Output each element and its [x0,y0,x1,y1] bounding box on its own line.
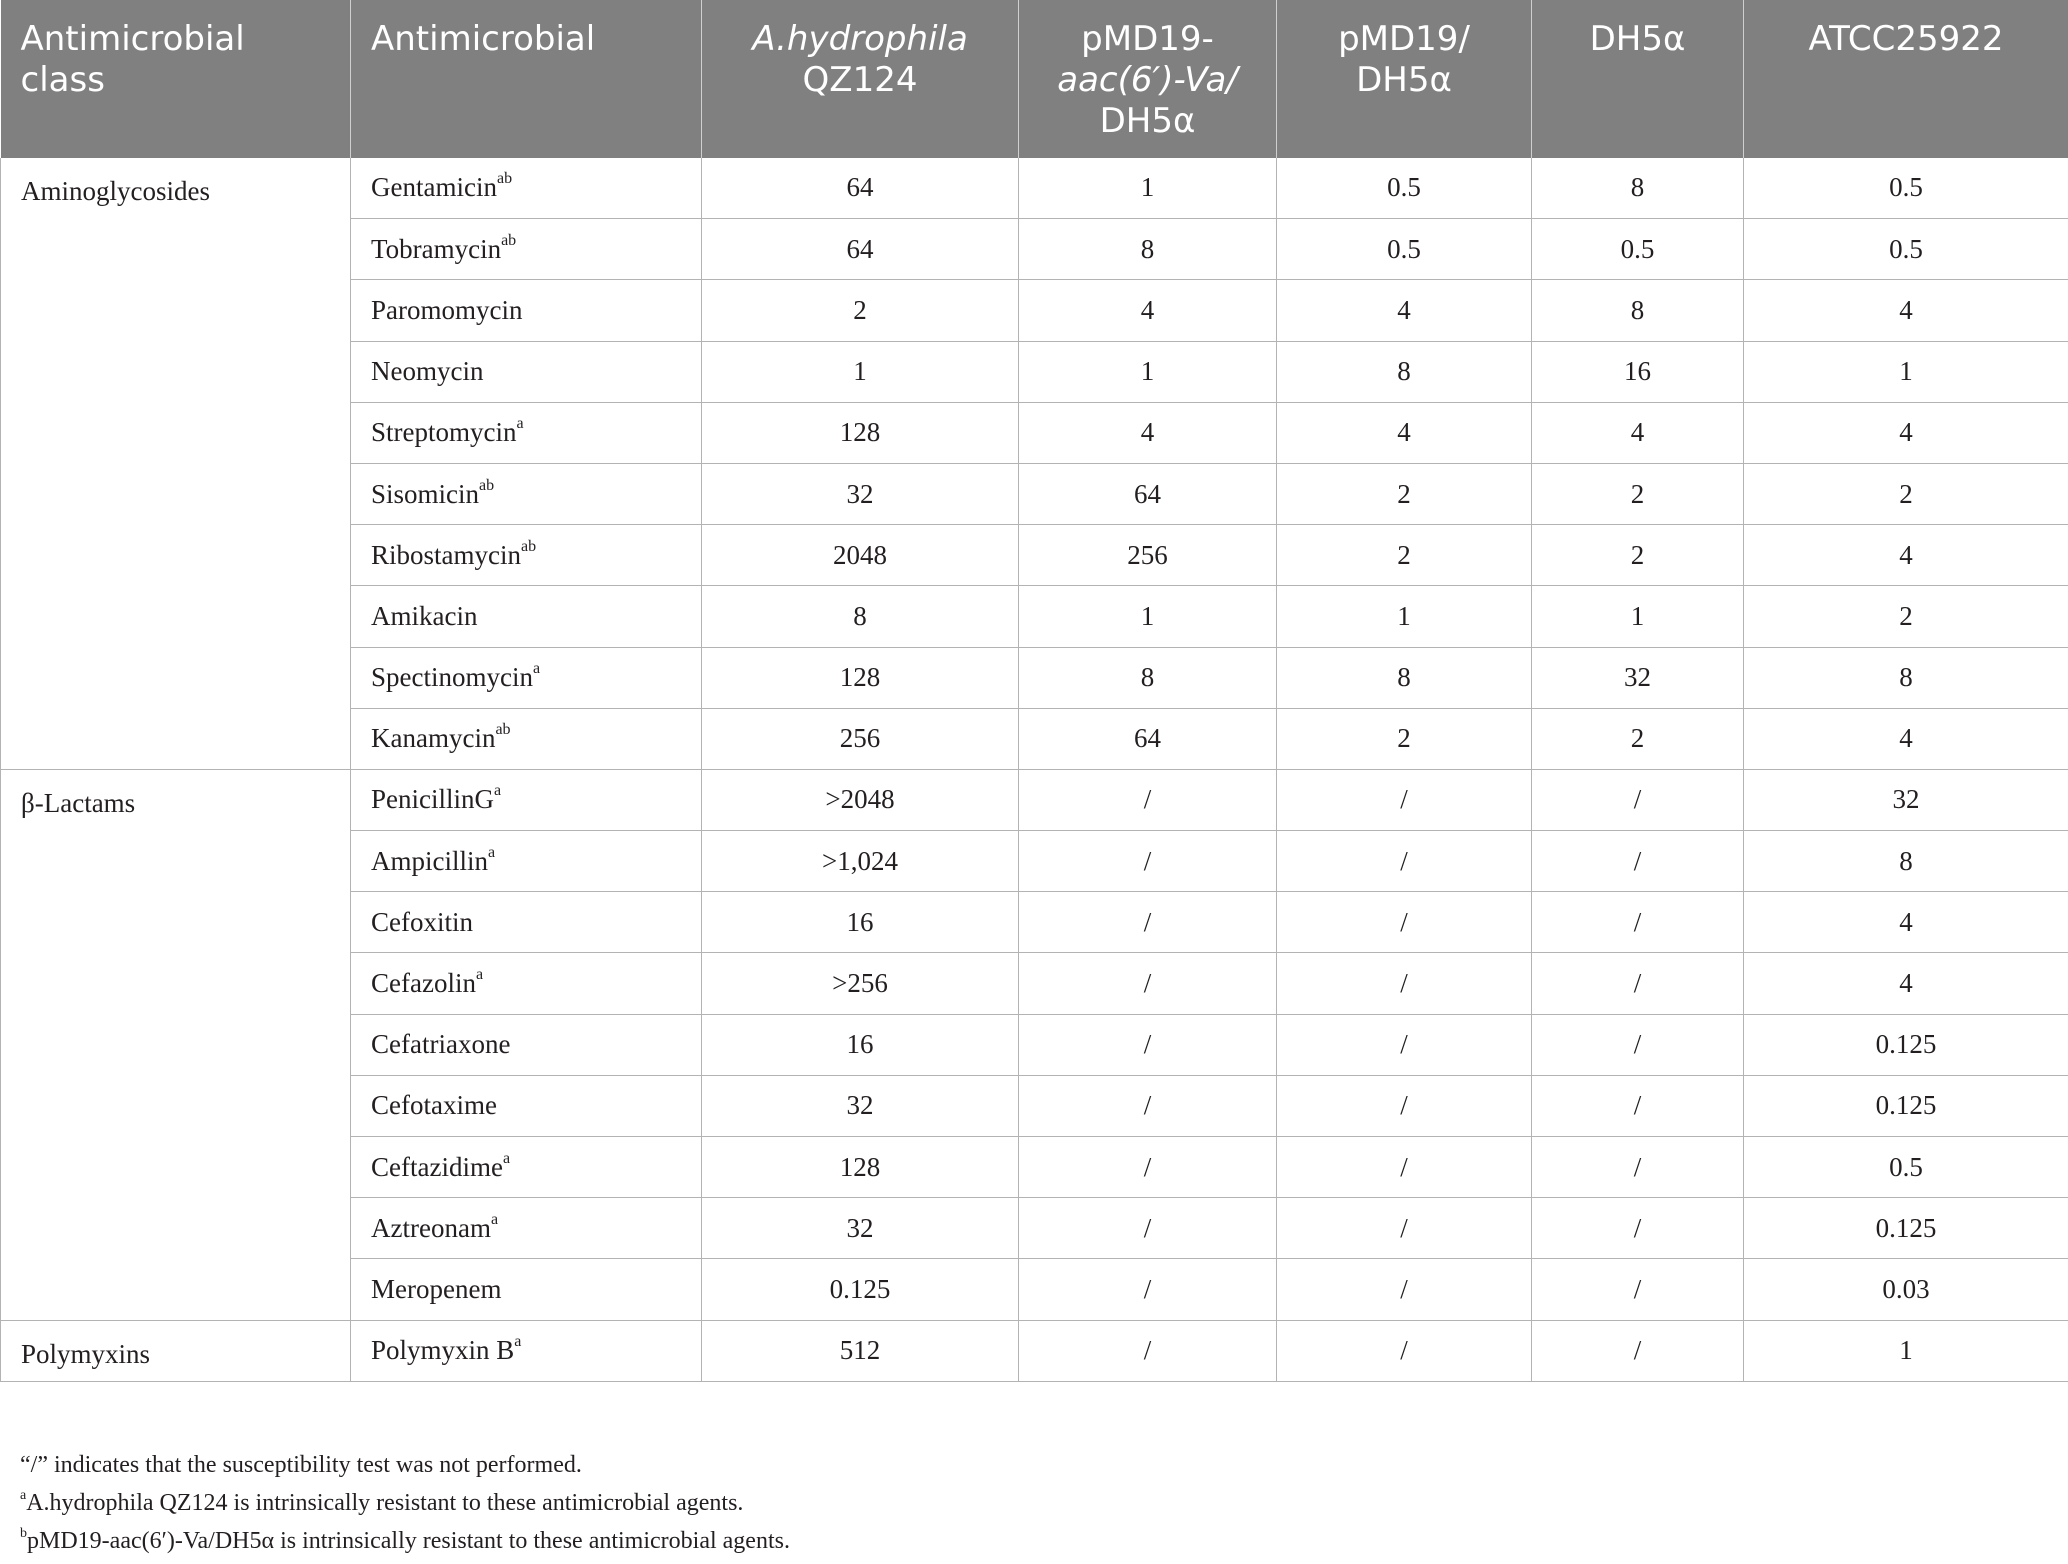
footnote-marker: ab [501,231,517,249]
antimicrobial-name: Tobramycin [371,233,502,264]
column-header-line: aac(6′)-Va/ [1057,60,1238,100]
mic-value-cell: 2048 [702,525,1019,586]
mic-value-cell: 64 [1019,708,1277,769]
footnote-text: pMD19-aac(6′)-Va/DH5α is intrinsically resistant to these antimicrobial agents. [27,1528,790,1554]
column-header-line: DH5α [1099,101,1196,141]
header-row [1,1,2068,158]
antimicrobial-name-cell [351,1198,702,1259]
mic-value-cell: / [1019,831,1277,892]
mic-value-cell: 4 [1019,280,1277,341]
antimicrobial-name-cell [351,219,702,280]
mic-value-cell: 32 [1744,769,2068,830]
antimicrobial-name-cell [351,647,702,708]
table-row [1,769,2068,830]
antimicrobial-name-cell [351,463,702,524]
mic-value-cell: 1 [702,341,1019,402]
mic-value-cell: / [1277,1137,1532,1198]
antimicrobial-name-cell [351,586,702,647]
antimicrobial-name: Gentamicin [371,172,497,203]
mic-value-cell: 0.5 [1744,219,2068,280]
antimicrobial-name-cell [351,341,702,402]
mic-value-cell: 0.125 [1744,1014,2068,1075]
mic-value-cell: 8 [1532,158,1744,219]
antimicrobial-name: Cefatriaxone [371,1029,511,1060]
mic-value-cell: 2 [1744,586,2068,647]
mic-value-cell: / [1532,831,1744,892]
antimicrobial-name: Ribostamycin [371,539,521,570]
antimicrobial-name: Kanamycin [371,723,496,754]
mic-value-cell: 4 [1744,280,2068,341]
mic-value-cell: 8 [702,586,1019,647]
mic-value-cell: 4 [1277,402,1532,463]
column-header [1019,1,1277,158]
mic-value-cell: 4 [1744,525,2068,586]
mic-value-cell: 4 [1744,892,2068,953]
footnote-text: A.hydrophila QZ124 is intrinsically resistant to these antimicrobial agents. [26,1490,744,1516]
antimicrobial-class-cell: β-Lactams [1,769,351,1320]
antimicrobial-name: Paromomycin [371,294,523,325]
mic-value-cell: 16 [702,892,1019,953]
mic-value-cell: 2 [1532,525,1744,586]
mic-value-cell: 2 [1532,463,1744,524]
mic-value-cell: 4 [1744,708,2068,769]
mic-value-cell: 8 [1744,831,2068,892]
antimicrobial-name-cell [351,708,702,769]
mic-value-cell: / [1532,953,1744,1014]
antimicrobial-name-cell [351,1014,702,1075]
footnote [20,1484,790,1522]
antimicrobial-name-cell [351,525,702,586]
mic-value-cell: 1 [1019,586,1277,647]
footnote-marker: a [488,843,496,861]
column-header-line: pMD19/ [1338,19,1470,59]
mic-value-cell: 128 [702,402,1019,463]
mic-value-cell: / [1019,1014,1277,1075]
footnote-marker: a [514,1333,522,1351]
mic-value-cell: >256 [702,953,1019,1014]
mic-value-cell: / [1019,892,1277,953]
mic-value-cell: / [1532,892,1744,953]
mic-value-cell: 32 [702,1075,1019,1136]
antimicrobial-name-cell [351,831,702,892]
table-footnotes [20,1446,790,1560]
mic-value-cell: 8 [1019,647,1277,708]
mic-value-cell: 2 [1277,525,1532,586]
mic-value-cell: / [1019,953,1277,1014]
column-header-line: ATCC25922 [1808,19,2004,59]
column-header-line: class [20,60,105,100]
mic-value-cell: / [1277,769,1532,830]
mic-value-cell: 4 [1744,402,2068,463]
mic-value-cell: 256 [1019,525,1277,586]
mic-value-cell: 0.5 [1744,1137,2068,1198]
mic-value-cell: / [1277,1014,1532,1075]
footnote-marker: a [516,415,524,433]
mic-value-cell: 0.5 [1744,158,2068,219]
antimicrobial-name: Spectinomycin [371,662,533,693]
antimicrobial-name-cell [351,280,702,341]
mic-value-cell: 32 [1532,647,1744,708]
antimicrobial-name: Aztreonam [371,1212,491,1243]
mic-value-cell: 8 [1277,341,1532,402]
mic-value-cell: / [1019,1075,1277,1136]
antimicrobial-name-cell [351,1075,702,1136]
footnote-marker: a [475,966,484,984]
mic-value-cell: 0.125 [702,1259,1019,1320]
antimicrobial-name: Cefazolin [371,968,476,999]
antimicrobial-name: Ampicillin [371,845,488,876]
mic-value-cell: 512 [702,1320,1019,1381]
mic-value-cell: 1 [1277,586,1532,647]
mic-value-cell: 4 [1744,953,2068,1014]
mic-value-cell: / [1277,1198,1532,1259]
mic-value-cell: 4 [1277,280,1532,341]
mic-value-cell: 128 [702,647,1019,708]
column-header-line: pMD19- [1081,19,1214,59]
mic-value-cell: / [1532,1198,1744,1259]
mic-value-cell: / [1277,1320,1532,1381]
mic-value-cell: 64 [702,158,1019,219]
mic-value-cell: 4 [1019,402,1277,463]
footnote-marker: ab [495,721,511,739]
mic-value-cell: 16 [1532,341,1744,402]
mic-value-cell: 1 [1019,341,1277,402]
mic-value-cell: / [1019,1137,1277,1198]
mic-value-cell: / [1532,769,1744,830]
mic-value-cell: 2 [1744,463,2068,524]
mic-value-cell: 8 [1744,647,2068,708]
column-header-line: Antimicrobial [20,19,245,59]
antimicrobial-name-cell [351,158,702,219]
column-header-line: Antimicrobial [371,19,596,59]
antimicrobial-name-cell [351,953,702,1014]
table-body [1,158,2068,1382]
antimicrobial-name: Sisomicin [371,478,480,509]
footnote-marker: a [20,1488,27,1503]
table-row [1,158,2068,219]
antimicrobial-name: Cefotaxime [371,1090,497,1121]
antimicrobial-name-cell [351,402,702,463]
column-header [702,1,1019,158]
mic-value-cell: 2 [702,280,1019,341]
mic-value-cell: 8 [1277,647,1532,708]
column-header [1744,1,2068,158]
column-header-line: DH5α [1356,60,1452,100]
footnote [20,1446,790,1484]
mic-value-cell: / [1019,1198,1277,1259]
antimicrobial-name-cell [351,769,702,830]
antimicrobial-name-cell [351,892,702,953]
footnote-marker: b [20,1526,27,1541]
antimicrobial-name: Amikacin [371,600,478,631]
mic-value-cell: 2 [1277,463,1532,524]
mic-value-cell: / [1532,1259,1744,1320]
mic-value-cell: 1 [1019,158,1277,219]
antimicrobial-name: Meropenem [371,1273,502,1304]
mic-value-cell: 8 [1019,219,1277,280]
mic-value-cell: 0.5 [1277,158,1532,219]
table-row [1,1320,2068,1381]
mic-value-cell: 2 [1277,708,1532,769]
mic-value-cell: 64 [702,219,1019,280]
mic-value-cell: 0.03 [1744,1259,2068,1320]
mic-value-cell: 1 [1532,586,1744,647]
footnote-marker: a [494,782,502,800]
antimicrobial-class-cell: Aminoglycosides [1,158,351,770]
footnote-marker: ab [479,476,495,494]
column-header [1,1,351,158]
mic-value-cell: / [1019,1320,1277,1381]
antimicrobial-name-cell [351,1320,702,1381]
antimicrobial-class-cell: Polymyxins [1,1320,351,1381]
mic-value-cell: / [1532,1137,1744,1198]
antimicrobial-name: Cefoxitin [371,906,473,937]
mic-value-cell: 64 [1019,463,1277,524]
mic-value-cell: 16 [702,1014,1019,1075]
column-header-line: QZ124 [802,60,918,100]
table-header [1,1,2068,158]
mic-value-cell: / [1532,1075,1744,1136]
mic-value-cell: 4 [1532,402,1744,463]
mic-value-cell: / [1277,892,1532,953]
mic-value-cell: / [1532,1320,1744,1381]
antimicrobial-name: PenicillinG [371,784,494,815]
mic-value-cell: / [1277,831,1532,892]
footnote [20,1522,790,1560]
footnote-marker: ab [496,170,513,188]
antimicrobial-name: Neomycin [371,356,484,387]
mic-value-cell: 1 [1744,341,2068,402]
mic-value-cell: 1 [1744,1320,2068,1381]
column-header-line: DH5α [1589,19,1686,59]
mic-value-cell: 8 [1532,280,1744,341]
mic-value-cell: / [1277,1259,1532,1320]
antimicrobial-name-cell [351,1137,702,1198]
column-header-line: A.hydrophila [752,19,968,59]
mic-value-cell: / [1277,953,1532,1014]
mic-value-cell: >1,024 [702,831,1019,892]
mic-value-cell: 256 [702,708,1019,769]
mic-value-cell: >2048 [702,769,1019,830]
footnote-marker: a [490,1210,499,1228]
footnote-text: “/” indicates that the susceptibility test was not performed. [20,1452,582,1478]
footnote-marker: a [532,660,541,678]
column-header [351,1,702,158]
mic-value-cell: 0.5 [1277,219,1532,280]
mic-value-cell: / [1532,1014,1744,1075]
mic-value-cell: 2 [1532,708,1744,769]
column-header [1532,1,1744,158]
antimicrobial-name-cell [351,1259,702,1320]
footnote-marker: ab [521,537,537,555]
mic-value-cell: 0.125 [1744,1198,2068,1259]
footnote-marker: a [502,1149,511,1167]
antimicrobial-name: Streptomycin [371,417,517,448]
mic-value-cell: 32 [702,463,1019,524]
antimicrobial-name: Ceftazidime [371,1151,503,1182]
column-header [1277,1,1532,158]
mic-value-cell: / [1019,1259,1277,1320]
mic-value-cell: 32 [702,1198,1019,1259]
mic-value-cell: 0.125 [1744,1075,2068,1136]
mic-value-cell: / [1277,1075,1532,1136]
mic-value-cell: 0.5 [1532,219,1744,280]
mic-value-cell: 128 [702,1137,1019,1198]
antimicrobial-name: Polymyxin B [371,1335,515,1366]
mic-value-cell: / [1019,769,1277,830]
